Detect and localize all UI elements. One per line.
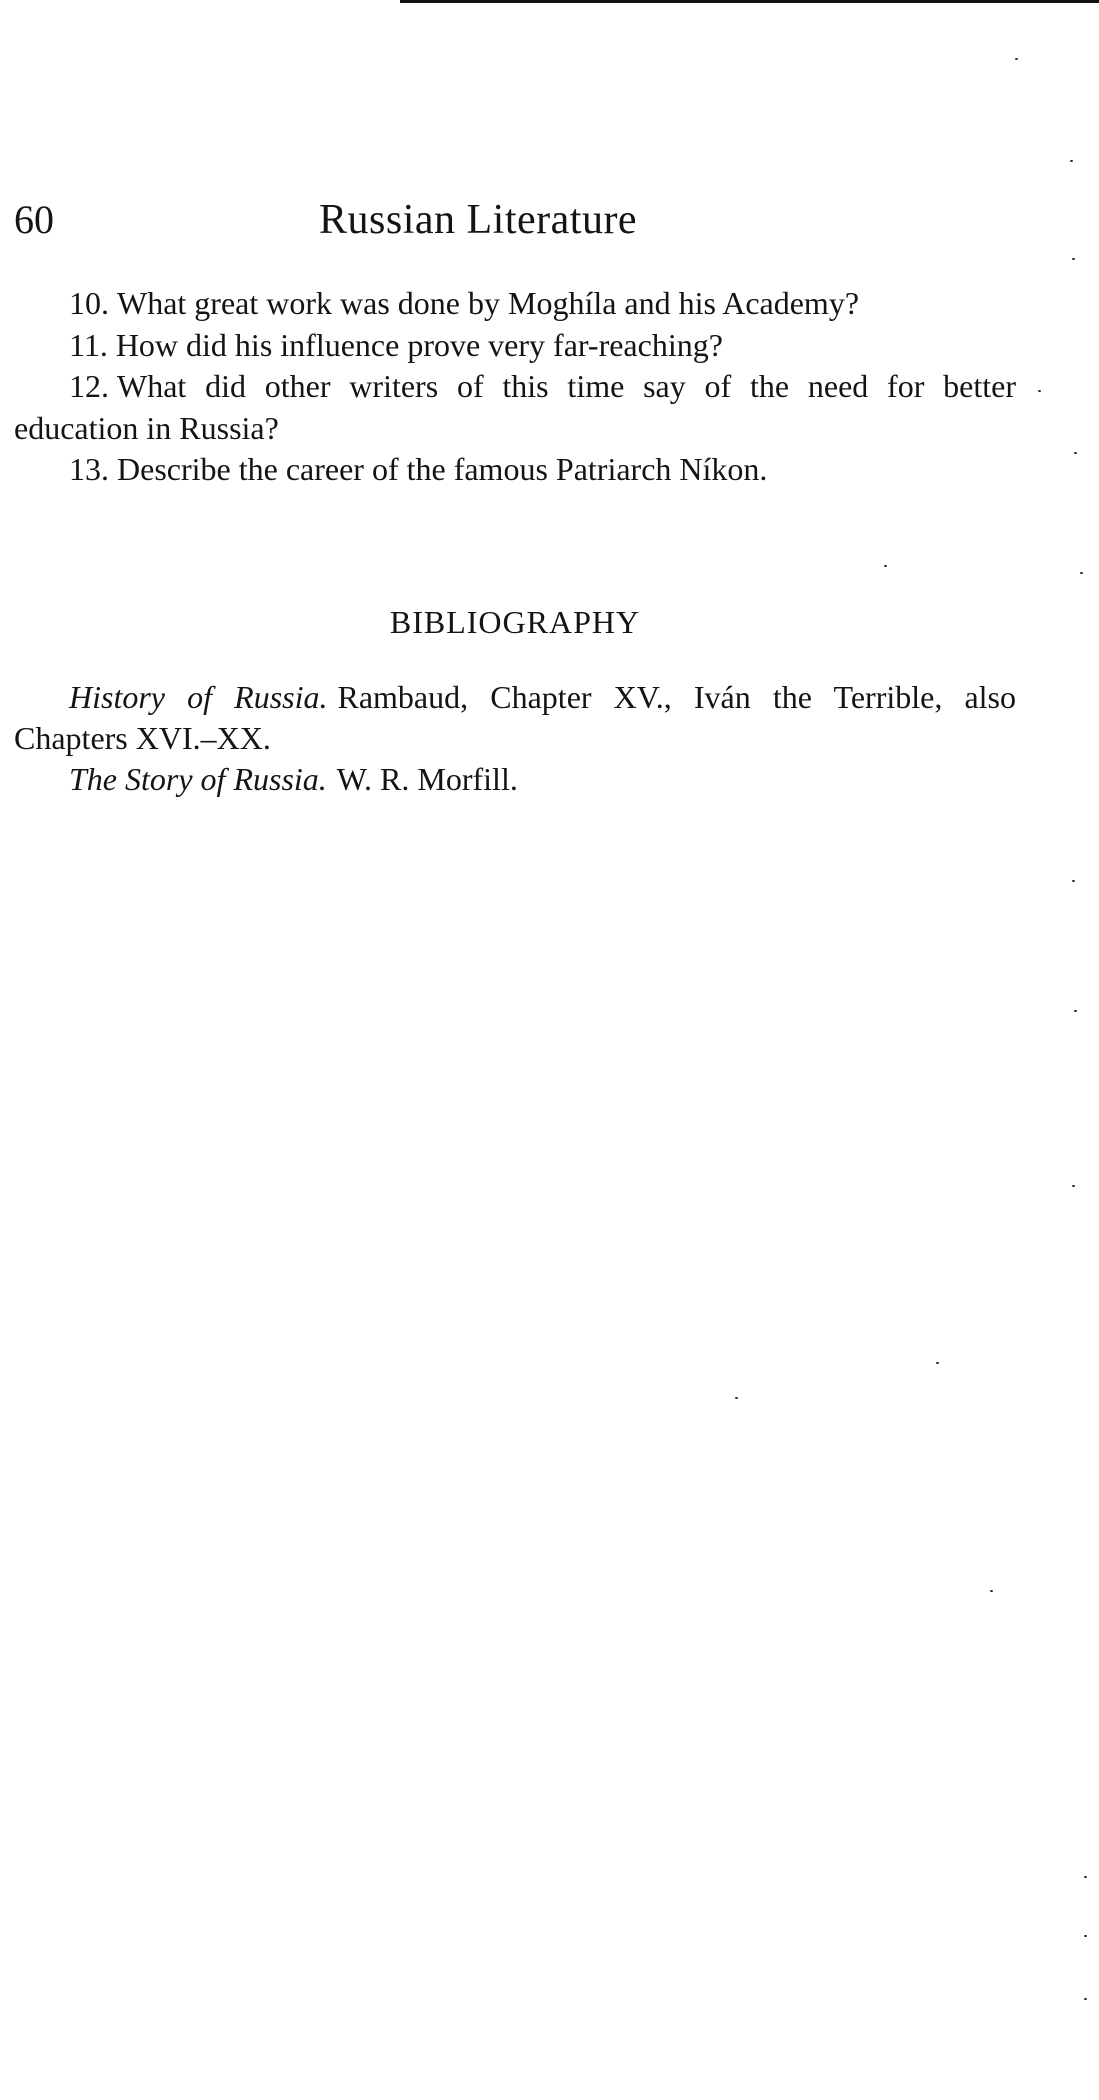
bibliography-list — [14, 677, 1016, 800]
question-item — [14, 283, 1016, 325]
question-number: 11. — [69, 326, 108, 363]
scan-speck — [1070, 160, 1073, 162]
question-item — [14, 325, 1016, 367]
question-item — [14, 449, 1016, 491]
question-number: 13. — [69, 451, 109, 487]
scan-speck — [1015, 58, 1018, 60]
bibliography-entry — [14, 759, 1016, 800]
question-number: 12. — [69, 368, 109, 404]
scan-speck — [1072, 1185, 1075, 1187]
bibliography-details: Rambaud, Chapter XV., Iván the Terrible, also Chapters XVI.–XX. — [14, 679, 1016, 756]
bibliography-entry — [14, 677, 1016, 759]
bibliography-details: W. R. Morfill. — [336, 761, 518, 797]
question-list — [14, 283, 1016, 491]
question-text: How did his influence prove very far-reaching? — [115, 326, 723, 363]
question-number: 10. — [69, 285, 109, 321]
scan-speck — [936, 1362, 939, 1364]
page-header — [14, 190, 1014, 250]
scan-speck — [1072, 258, 1075, 260]
scan-speck — [735, 1397, 738, 1399]
bibliography-work-title: History of Russia. — [69, 679, 328, 715]
page-number: 60 — [14, 197, 54, 242]
scan-speck — [1074, 1010, 1077, 1012]
scan-speck — [1038, 390, 1041, 392]
scan-speck — [884, 565, 887, 567]
scan-speck — [990, 1590, 993, 1592]
question-text: Describe the career of the famous Patriarch Níkon. — [117, 451, 768, 487]
scan-speck — [1080, 572, 1083, 574]
top-edge-rule — [400, 0, 1099, 3]
question-text: What did other writers of this time say of the need for better education in Russia? — [14, 368, 1016, 446]
scan-speck — [1084, 1876, 1087, 1878]
question-item — [14, 366, 1016, 449]
scan-speck — [1084, 1998, 1087, 2000]
bibliography-work-title: The Story of Russia. — [69, 761, 327, 797]
bibliography-heading: BIBLIOGRAPHY — [389, 604, 641, 640]
running-head: Russian Literature — [319, 197, 638, 243]
question-text: What great work was done by Moghíla and his Academy? — [117, 285, 860, 321]
scan-speck — [1072, 880, 1075, 882]
scan-speck — [1074, 452, 1077, 454]
scan-speck — [1084, 1935, 1087, 1937]
